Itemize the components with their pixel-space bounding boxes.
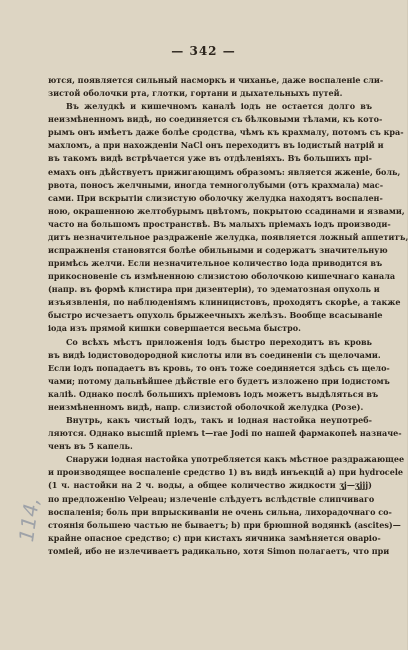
text-line: сами. При вскрытіи слизистую оболочку желудка находятъ воспален- [48,192,383,203]
text-line: каліѣ. Однако послѣ большихъ пріемовъ іодъ можетъ выдѣляться въ [48,388,379,399]
text-line: дитъ незначительное раздраженіе желудка, появляется ложный аппетитъ, [48,231,408,242]
text-line: Если іодъ попадаетъ въ кровь, то онъ тоже соединяется здѣсь съ щело- [48,362,390,373]
text-line: стоянія большею частью не бываетъ; b) при брюшной водянкѣ (ascites)— [48,519,401,530]
text-line: Снаружи іодная настойка употребляется какъ мѣстное раздражающее [66,454,405,465]
text-line: емахъ онъ дѣйствуетъ прижигающимъ образомъ: является жженіе, боль, [48,166,401,177]
text-line: воспаленія; боль при впрыскиваніи не очень сильна, лихорадочнаго со- [48,506,392,517]
body-text [48,74,408,558]
text-line: чами; потому дальнѣйшее дѣйствіе его будетъ изложено при іодистомъ [48,375,390,386]
text-line: (1 ч. настойки на 2 ч. воды, а общее количество жидкости ʒj—ʒjjj) [48,480,372,491]
text-line: крайне опасное средство; с) при кистахъ яичника замѣняется оваріо- [48,532,381,543]
text-line: и производящее воспаленіе средство 1) въ видѣ инъекцій а) при hydrocele [48,467,404,478]
text-line: въ такомъ видѣ встрѣчается уже въ отдѣленіяхъ. Въ большихъ прі- [48,153,372,164]
text-line: изъязвленія, по наблюденіямъ клиницистовъ, проходятъ скорѣе, а также [48,297,401,308]
text-line: неизмѣненномъ видѣ, напр. слизистой оболочкой желудка (Розе). [48,401,364,412]
handwritten-margin-note: 114, [14,495,44,544]
text-line: прикосновеніе съ измѣненною слизистою оболочкою кишечнаго канала [48,271,396,282]
text-line: томіей, ибо не излечиваетъ радикально, хотя Simon полагаетъ, что при [48,545,390,556]
text-line: быстро исчезаетъ опухоль брыжеечныхъ желѣзъ. Вообще всасываніе [48,310,383,321]
text-line: Внутрь, какъ чистый іодъ, такъ и іодная настойка неупотреб- [66,415,372,426]
text-line: часто на большомъ пространствѣ. Въ малыхъ пріемахъ іодъ производи- [48,218,391,229]
text-line: испражненія становятся болѣе обильными и содержатъ значительную [48,245,388,256]
text-line: примѣсь желчи. Если незначительное количество іода приводится въ [48,258,383,269]
text-line: по предложенію Velpeau; излеченіе слѣдуетъ вслѣдствіе слипчиваго [48,493,375,504]
text-line: ченъ въ 5 капель. [48,441,133,452]
page-number: — 342 — [171,44,236,58]
text-line: (напр. въ формѣ клистира при дизентеріи), то эдематозная опухоль и [48,284,380,295]
text-line: зистой оболочки рта, глотки, гортани и дыхательныхъ путей. [48,88,343,99]
text-line: рвота, поносъ желчными, иногда темноголубыми (отъ крахмала) мас- [48,179,384,190]
text-line: рымъ онъ имѣетъ даже болѣе сродства, чѣмъ къ крахмалу, потомъ съ кра- [48,127,404,138]
text-line: неизмѣненномъ видѣ, но соединяется съ бѣлковыми тѣлами, къ кото- [48,114,383,125]
text-line: ются, появляется сильный насморкъ и чиханье, даже воспаленіе сли- [48,75,384,85]
text-line: ляются. Однако высшій пріемъ t—rae Jodi по нашей фармакопеѣ назначе- [48,428,402,439]
text-line: Со всѣхъ мѣстъ приложенія іодъ быстро переходитъ въ кровь [66,336,372,347]
text-line: ною, окрашенною желтобурымъ цвѣтомъ, покрытою ссадинами и язвами, [48,205,405,216]
text-line: въ видѣ іодистоводородной кислоты или въ соединеніи съ щелочами. [48,349,381,360]
text-line: Въ желудкѣ и кишечномъ каналѣ іодъ не остается долго въ [66,101,372,112]
text-line: іода изъ прямой кишки совершается весьма быстро. [48,323,301,334]
text-line: махломъ, а при нахожденіи NaCl онъ переходитъ въ іодистый натрій и [48,140,384,151]
